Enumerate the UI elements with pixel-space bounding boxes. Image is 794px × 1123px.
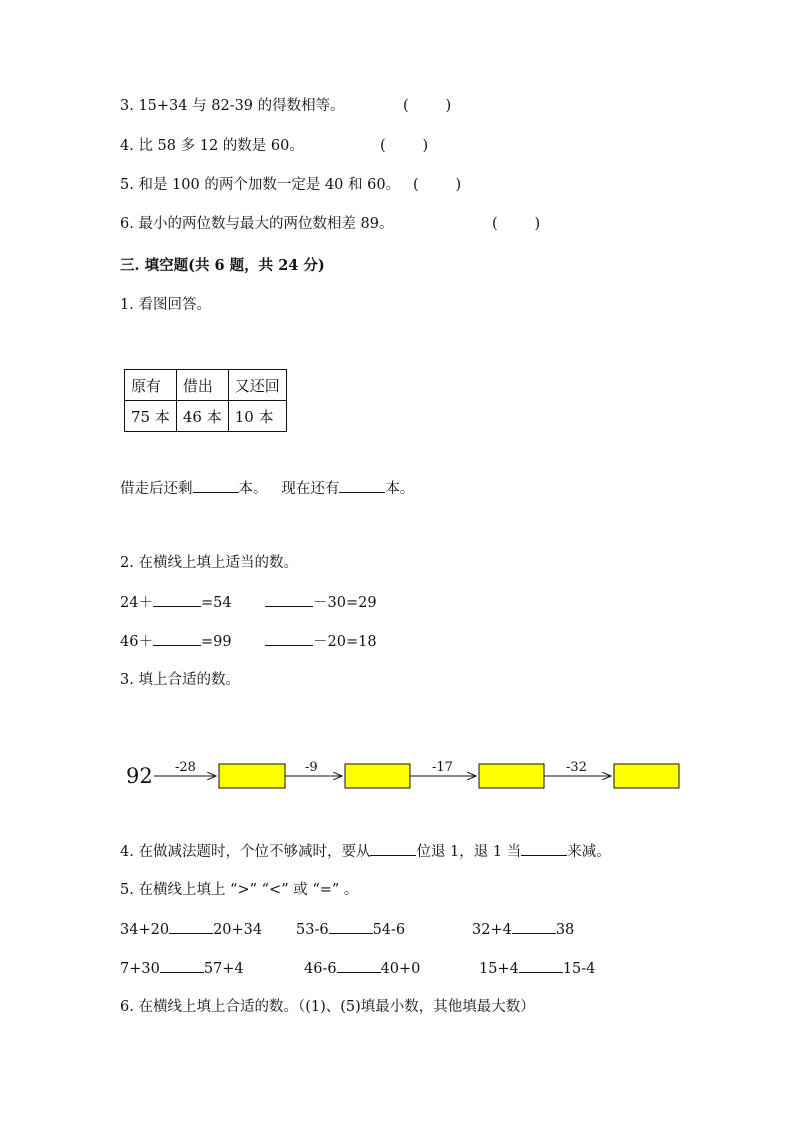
q4-middle: 位退 1，退 1 当 — [416, 844, 522, 860]
q4-blank-1[interactable] — [370, 841, 416, 856]
q5-compare-2 — [296, 919, 405, 940]
judge-item-6: 6. 最小的两位数与最大的两位数相差 89。 — [120, 216, 394, 232]
q5-compare-4 — [120, 958, 244, 979]
q5-compare-5 — [304, 958, 420, 979]
compare-right: 57+4 — [203, 961, 244, 977]
q1-answer-a-prefix: 借走后还剩 — [120, 481, 193, 497]
compare-left: 32+4 — [472, 922, 512, 938]
answer-paren-3[interactable]: ( ) — [403, 98, 452, 114]
table-header-cell: 借出 — [176, 370, 228, 401]
q5-compare-3 — [472, 919, 574, 940]
compare-blank[interactable] — [512, 919, 556, 934]
q6-title: 6. 在横线上填上合适的数。（(1)、(5)填最小数，其他填最大数） — [120, 999, 535, 1015]
q4-suffix: 来减。 — [567, 844, 611, 860]
judge-item-3: 3. 15+34 与 82-39 的得数相等。 — [120, 98, 345, 114]
q5-title: 5. 在横线上填上 “>” “<” 或 “=” 。 — [120, 882, 359, 898]
q2-eq-4-suffix: －20=18 — [313, 634, 377, 650]
q1-title: 1. 看图回答。 — [120, 297, 211, 313]
q2-title: 2. 在横线上填上适当的数。 — [120, 555, 298, 571]
compare-left: 46-6 — [304, 961, 337, 977]
compare-right: 40+0 — [380, 961, 421, 977]
compare-blank[interactable] — [169, 919, 213, 934]
q2-eq-1-suffix: =54 — [200, 595, 232, 611]
q5-compare-6 — [479, 958, 595, 979]
compare-blank[interactable] — [160, 958, 204, 973]
op-label-3: -17 — [432, 760, 453, 775]
compare-left: 7+30 — [120, 961, 160, 977]
compare-blank[interactable] — [519, 958, 563, 973]
q1-answer-b-prefix: 现在还有 — [281, 481, 340, 497]
q4-prefix: 4. 在做减法题时，个位不够减时，要从 — [120, 844, 371, 860]
table-header-cell: 又还回 — [228, 370, 286, 401]
q2-eq-3-prefix: 46＋ — [120, 634, 153, 650]
answer-paren-5[interactable]: ( ) — [413, 177, 462, 193]
q4-blank-2[interactable] — [521, 841, 567, 856]
q4-line — [120, 841, 611, 862]
answer-box-1[interactable] — [219, 764, 285, 788]
op-label-4: -32 — [566, 760, 587, 775]
table-cell: 10 本 — [228, 401, 286, 432]
q3-start-number: 92 — [126, 764, 153, 788]
q1-answer-b-suffix: 本。 — [385, 481, 415, 497]
answer-box-3[interactable] — [479, 764, 544, 788]
judge-item-5: 5. 和是 100 的两个加数一定是 40 和 60。 — [120, 177, 401, 193]
compare-left: 53-6 — [296, 922, 329, 938]
answer-box-4[interactable] — [614, 764, 679, 788]
q5-compare-1 — [120, 919, 262, 940]
compare-right: 38 — [555, 922, 575, 938]
answer-paren-4[interactable]: ( ) — [380, 138, 429, 154]
compare-right: 15-4 — [562, 961, 596, 977]
q3-title: 3. 填上合适的数。 — [120, 672, 240, 688]
section-title: 三. 填空题(共 6 题，共 24 分) — [120, 257, 325, 274]
q2-eq-3-suffix: =99 — [200, 634, 232, 650]
compare-right: 20+34 — [213, 922, 263, 938]
op-label-1: -28 — [175, 760, 196, 775]
table-header-cell: 原有 — [125, 370, 177, 401]
q2-eq-2-suffix: －30=29 — [313, 595, 377, 611]
compare-left: 34+20 — [120, 922, 170, 938]
judge-item-4: 4. 比 58 多 12 的数是 60。 — [120, 138, 304, 154]
compare-blank[interactable] — [337, 958, 381, 973]
compare-blank[interactable] — [329, 919, 373, 934]
compare-left: 15+4 — [479, 961, 519, 977]
compare-right: 54-6 — [372, 922, 406, 938]
q1-answer-a-suffix: 本。 — [238, 481, 268, 497]
op-label-2: -9 — [305, 760, 318, 775]
answer-paren-6[interactable]: ( ) — [492, 216, 541, 232]
table-cell: 46 本 — [176, 401, 228, 432]
table-cell: 75 本 — [125, 401, 177, 432]
answer-box-2[interactable] — [345, 764, 410, 788]
q2-eq-1-prefix: 24＋ — [120, 595, 153, 611]
